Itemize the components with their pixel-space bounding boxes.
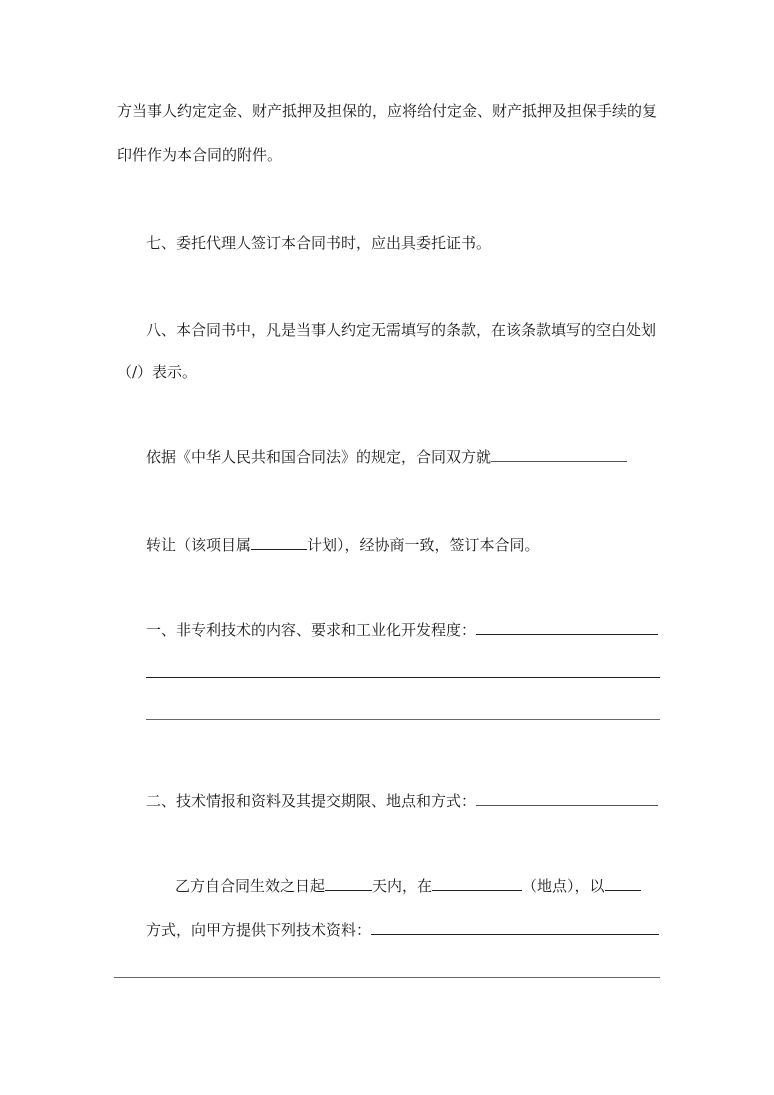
- clause-eight-cont: （/）表示。: [117, 363, 198, 381]
- paragraph-line: 方当事人约定定金、财产抵押及担保的，应将给付定金、财产抵押及担保手续的复: [117, 102, 658, 120]
- delivery-line: [175, 876, 641, 896]
- paragraph-line: 印件作为本合同的附件。: [117, 146, 283, 164]
- materials-blank[interactable]: [371, 920, 659, 935]
- delivery-text-c: （地点），以: [522, 877, 605, 895]
- section-one-fill-line[interactable]: [146, 677, 660, 678]
- delivery-text-a: 乙方自合同生效之日起: [175, 877, 326, 895]
- location-blank[interactable]: [432, 876, 522, 891]
- transfer-text-after: 计划），经协商一致，签订本合同。: [307, 536, 540, 554]
- delivery-line-2: [146, 920, 659, 940]
- method-blank[interactable]: [605, 876, 641, 891]
- section-one-fill-line[interactable]: [146, 719, 660, 720]
- transfer-text-before: 转让（该项目属: [146, 536, 252, 554]
- section-one-blank[interactable]: [476, 620, 658, 635]
- clause-seven: 七、委托代理人签订本合同书时，应出具委托证书。: [146, 234, 492, 252]
- plan-blank[interactable]: [251, 535, 307, 550]
- days-blank[interactable]: [325, 876, 372, 891]
- section-two-text: 二、技术情报和资料及其提交期限、地点和方式：: [146, 792, 477, 810]
- section-one-text: 一、非专利技术的内容、要求和工业化开发程度：: [146, 621, 477, 639]
- project-name-blank[interactable]: [491, 447, 627, 462]
- section-two-blank[interactable]: [476, 791, 658, 806]
- delivery-text-b: 天内，在: [372, 877, 433, 895]
- clause-eight: 八、本合同书中，凡是当事人约定无需填写的条款，在该条款填写的空白处划: [146, 321, 657, 339]
- section-two-heading: [146, 791, 658, 811]
- basis-text: 依据《中华人民共和国合同法》的规定，合同双方就: [146, 448, 492, 466]
- transfer-statement: [146, 535, 540, 555]
- basis-statement: [146, 447, 627, 467]
- delivery-text-d: 方式，向甲方提供下列技术资料：: [146, 921, 372, 939]
- page-bottom-rule: [114, 977, 660, 978]
- section-one-heading: [146, 620, 658, 640]
